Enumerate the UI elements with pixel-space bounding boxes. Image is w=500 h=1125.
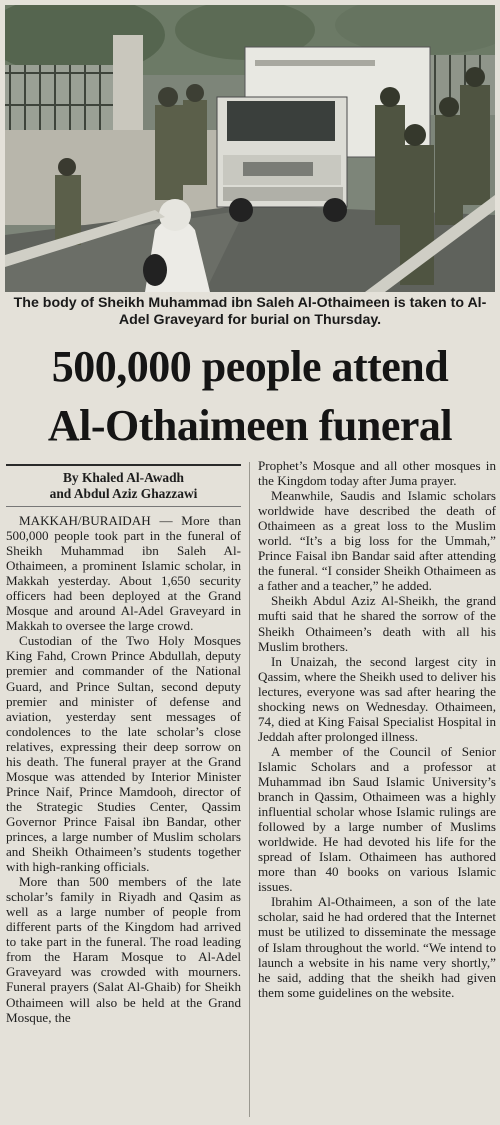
headline-line-1: 500,000 people attend	[51, 342, 449, 391]
article-paragraph: Sheikh Abdul Aziz Al-Sheikh, the grand mufti said that he shared the sorrow of the Sheikh Othaimeen’s death with all his Muslim brothers.	[258, 593, 496, 654]
photo-caption: The body of Sheikh Muhammad ibn Saleh Al-Othaimeen is taken to Al-Adel Graveyard for burial on Thursday.	[13, 295, 487, 328]
article-paragraph: In Unaizah, the second largest city in Qassim, where the Sheikh used to deliver his lectures, everyone was sad after hearing the shocking news on Wednesday. Othaimeen, 74, died at King Faisal Specialist Hospital in Jeddah after prolonged illness.	[258, 653, 496, 744]
byline-rule-bottom	[6, 506, 241, 507]
byline-line-2: and Abdul Aziz Ghazzawi	[49, 486, 198, 501]
headline-line-2: Al-Othaimeen funeral	[47, 401, 453, 450]
column-divider	[249, 462, 250, 1117]
article-column-left	[6, 458, 241, 1025]
byline	[6, 470, 241, 502]
article-paragraph: MAKKAH/BURAIDAH — More than 500,000 people took part in the funeral of Sheikh Muhammad ibn Saleh Al-Othaimeen, a prominent Islamic scholar, in Makkah yesterday. About 1,650 security officers had been deployed at the Grand Mosque and around Al-Adel Graveyard in Makkah to oversee the large crowd.	[6, 513, 241, 634]
article-paragraph: Ibrahim Al-Othaimeen, a son of the late scholar, said he had ordered that the Internet must be utilized to disseminate the message of Islam throughout the world. “We intend to launch a website in his name very shortly,” he said, adding that the sheikh had given them some guidelines on the website.	[258, 894, 496, 1000]
article-paragraph: Meanwhile, Saudis and Islamic scholars worldwide have described the death of Othaimeen as a great loss to the Muslim world. “It’s a big loss for the Ummah,” Prince Faisal ibn Bandar said after attending the funeral. “I consider Sheikh Othaimeen as a father and a teacher,” he added.	[258, 488, 496, 594]
article-paragraph: Custodian of the Two Holy Mosques King Fahd, Crown Prince Abdullah, deputy premier and commander of the National Guard, and Prince Sultan, second deputy premier and minister of defense and aviation, yesterday sent messages of condolences to the late scholar’s close relatives, expressing their deep sorrow on his death. The funeral prayer at the Grand Mosque was attended by Interior Minister Prince Naif, Prince Mamdooh, director of the Strategic Studies Center, Qassim Governor Prince Faisal ibn Bandar, other princes, a large number of Muslim scholars and Sheikh Othaimeen’s students together with high-ranking officials.	[6, 633, 241, 875]
article-paragraph: Prophet’s Mosque and all other mosques in the Kingdom today after Juma prayer.	[258, 458, 496, 489]
article-paragraph: More than 500 members of the late scholar’s family in Riyadh and Qasim as well as a large number of people from different parts of the Kingdom had arrived to take part in the funeral. The road leading from the Haram Mosque to Al-Adel Graveyard was crowded with mourners. Funeral prayers (Salat Al-Ghaib) for Sheikh Othaimeen will also be held at the Grand Mosque, the	[6, 874, 241, 1025]
byline-line-1: By Khaled Al-Awadh	[62, 470, 185, 485]
funeral-procession-photo-icon	[5, 5, 495, 292]
article-column-right	[258, 458, 496, 1000]
byline-rule-top	[6, 464, 241, 466]
news-photo	[5, 5, 495, 292]
article-paragraph: A member of the Council of Senior Islamic Scholars and a professor at Muhammad ibn Saud Islamic University’s branch in Qassim, Othaimeen was a highly influential scholar whose Islamic rulings are followed by a large number of Muslims worldwide. He had devoted his life for the spread of Islam. Othaimeen has authored more than 40 books on various Islamic issues.	[258, 743, 496, 895]
